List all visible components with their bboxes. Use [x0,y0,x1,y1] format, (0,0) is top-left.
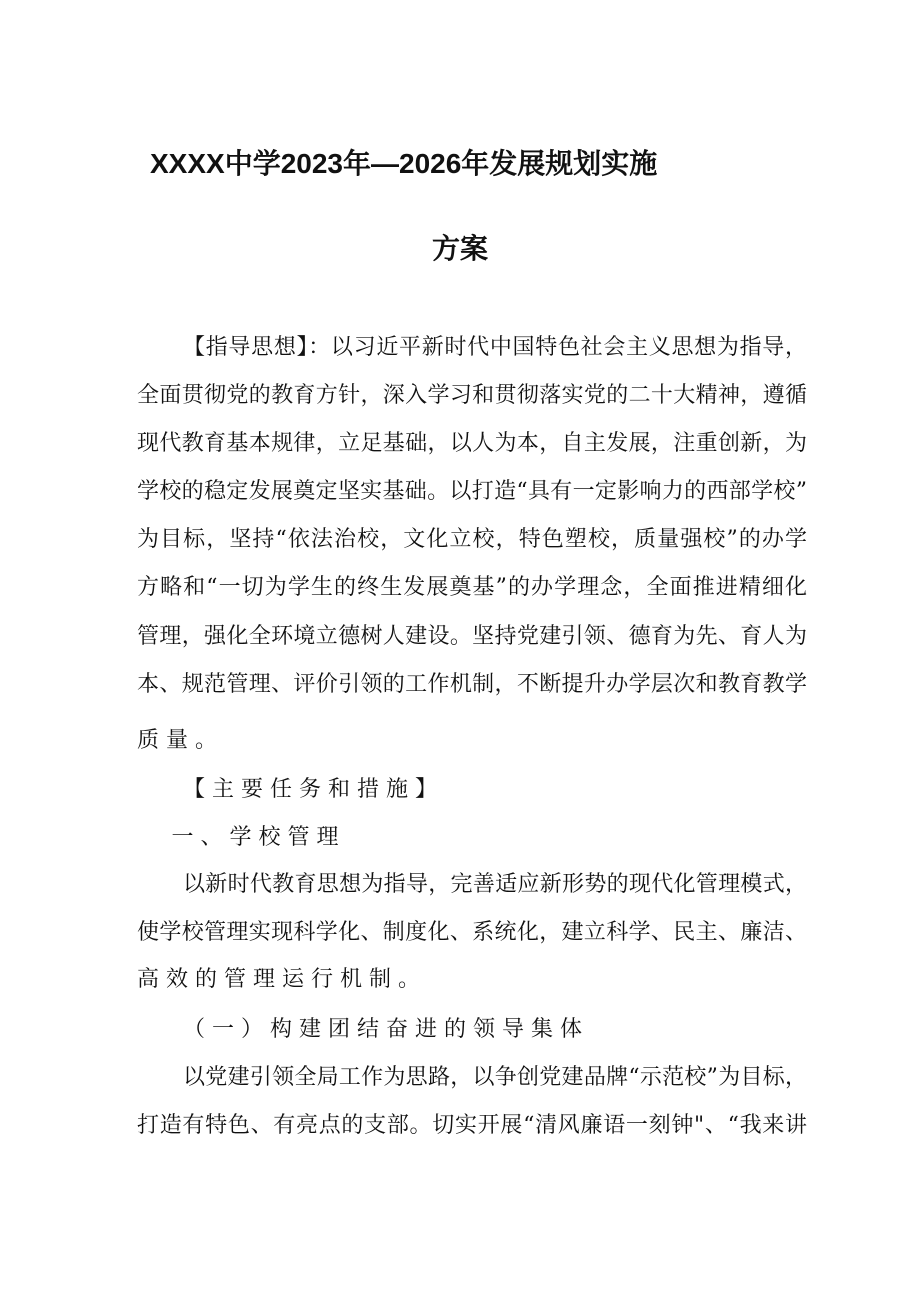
paragraph-line: 【指导思想】：以习近平新时代中国特色社会主义思想为指导， [183,335,807,360]
paragraph-line: 方略和“一切为学生的终生发展奠基”的办学理念，全面推进精细化 [137,575,807,600]
paragraph-line: 为目标，坚持“依法治校，文化立校，特色塑校，质量强校”的办学 [137,527,807,552]
paragraph-line: 高效的管理运行机制。 [137,967,428,992]
document-title-line-2: 方案 [432,233,489,264]
paragraph-line: 现代教育基本规律，立足基础，以人为本，自主发展，注重创新，为 [137,431,807,456]
paragraph-line: 本、规范管理、评价引领的工作机制，不断提升办学层次和教育教学 [137,672,807,697]
paragraph-line: 质量。 [137,728,225,753]
paragraph-line: 以党建引领全局工作为思路，以争创党建品牌“示范校”为目标， [183,1065,807,1090]
paragraph-line: 【主要任务和措施】 [183,777,445,802]
paragraph-line: 全面贯彻党的教育方针，深入学习和贯彻落实党的二十大精神，遵循 [137,383,807,408]
paragraph-line: 以新时代教育思想为指导，完善适应新形势的现代化管理模式， [183,872,807,897]
paragraph-line: （一）构建团结奋进的领导集体 [183,1017,590,1042]
paragraph-line: 学校的稳定发展奠定坚实基础。以打造“具有一定影响力的西部学校” [137,479,807,504]
paragraph-line: 管理，强化全环境立德树人建设。坚持党建引领、德育为先、育人为 [137,624,807,649]
document-title-line-1: XXXX中学2023年—2026年发展规划实施 [150,148,658,179]
paragraph-line: 使学校管理实现科学化、制度化、系统化，建立科学、民主、廉洁、 [137,920,807,945]
paragraph-line: 打造有特色、有亮点的支部。切实开展“清风廉语一刻钟"、“我来讲 [137,1113,807,1138]
paragraph-line: 一、学校管理 [171,825,346,850]
